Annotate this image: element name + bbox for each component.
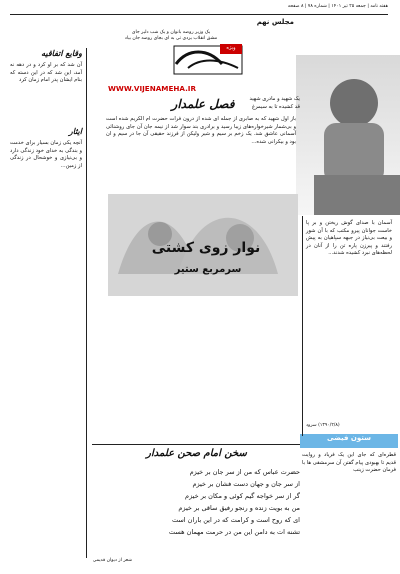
left-text-2: آنچه یکی زمان بسیار برای خدمت و بندگی به خدای خود زندگی دارد و بی‌نیازی و خوشحال در زندگی از زمین... bbox=[10, 140, 82, 169]
left-heading-1: وقایع اتفاقیه bbox=[41, 48, 82, 58]
poem-line: تشنه ات به دامن این من در حرمت مهمان هست bbox=[168, 528, 300, 536]
banner-graphic bbox=[108, 194, 298, 296]
article-kicker-sub: قد کشیده تا به سیمرغ bbox=[251, 104, 300, 110]
volume-label: مجلس نهم bbox=[256, 18, 294, 26]
header-divider bbox=[10, 14, 388, 15]
banner-line-1: نوار زوی کشتی bbox=[151, 240, 261, 256]
martyr-portrait bbox=[296, 55, 400, 215]
website-url[interactable]: WWW.VIJENAMEHA.IR bbox=[107, 84, 197, 93]
blue-box: ستون فیضی bbox=[300, 434, 398, 448]
subtitle-line-1: یک وزیر روضه بانوان و یک شب دلیر جای bbox=[131, 30, 211, 35]
poem-line: حضرت عباس که من از سر جان بر خیزم bbox=[189, 468, 300, 476]
poem-line: گر از سر خواجه گیم کوئی و مکان بر خیزم bbox=[185, 492, 300, 500]
article-title: فصل علمدار bbox=[171, 97, 235, 111]
poem-line: من به بویت زنده و رنجو رفیق ساقی بر خیزم bbox=[178, 504, 300, 512]
left-text-1: آن شد که بر او کرد و در دهه نه آمد، این شد که در این دسته که بنام ایشان پدر امام زمان کرد bbox=[10, 62, 82, 84]
left-heading-2: ایثار bbox=[68, 126, 82, 136]
logo bbox=[168, 40, 248, 80]
footer-note: شعر از دیوان قدیمی bbox=[92, 558, 132, 563]
poem-line: از سر جان و جهان دست فشان بر خیزم bbox=[192, 480, 300, 488]
subtitle-line-2: مشق انقلاب یزدی تی به ای بجای روضه جان بیاد bbox=[124, 36, 218, 42]
poem-lines bbox=[92, 466, 300, 566]
column-divider-right bbox=[302, 216, 303, 436]
banner-line-2: سرمربع ستیر bbox=[174, 264, 242, 275]
poem-divider bbox=[92, 444, 300, 445]
poem-line: ای که روح است و کرامت که در این باران است bbox=[171, 516, 300, 524]
bottom-right-text: قطره‌ای که جای این یک فریاد و روایت قدیم تا بهبودی پیام گفتن آن سرمشقی ها با فرمان حضرت زینب bbox=[302, 452, 396, 474]
poem-title: سخن امام صحن علمدار bbox=[146, 448, 247, 459]
logo-corner-label: ویژه bbox=[226, 45, 236, 51]
article-kicker: یک شهید و مادری شهید bbox=[249, 96, 300, 102]
column-divider-left bbox=[86, 48, 87, 558]
right-column-date: (۱۳۹۰/۲/۸) سرود bbox=[306, 423, 340, 428]
article-body: باز اول شهید که به صابری از جمله ای شده از درون فرات حضرت ام الکریم شده است و بی‌شمار شیرخواره‌های زیبا رسید و برادری بند سوار شد از نیمه جان آن جای روشنائی آسمانی عاشق شد. یک زخم بر سیم و شیر ولیکن از فرزند حقیقی آن جا در سیم و ان بود و بیکرانی شده... bbox=[106, 116, 296, 145]
header-line: هفته نامه | جمعه ۲۵ تیر ۱۴۰۱ | شماره ۷۸ | ۸ صفحه bbox=[287, 4, 388, 9]
right-column-text: آسمان با صدای گوش ریختن و بر پا خاست جوانان پیرو مکتب که با آن شور و بیعت بی‌نیاز در جبهه سپاهیان به پیش رفتند و پیرزن پاره تن را از آنان در لحظه‌های نبرد کشیده شدند... bbox=[306, 220, 392, 257]
